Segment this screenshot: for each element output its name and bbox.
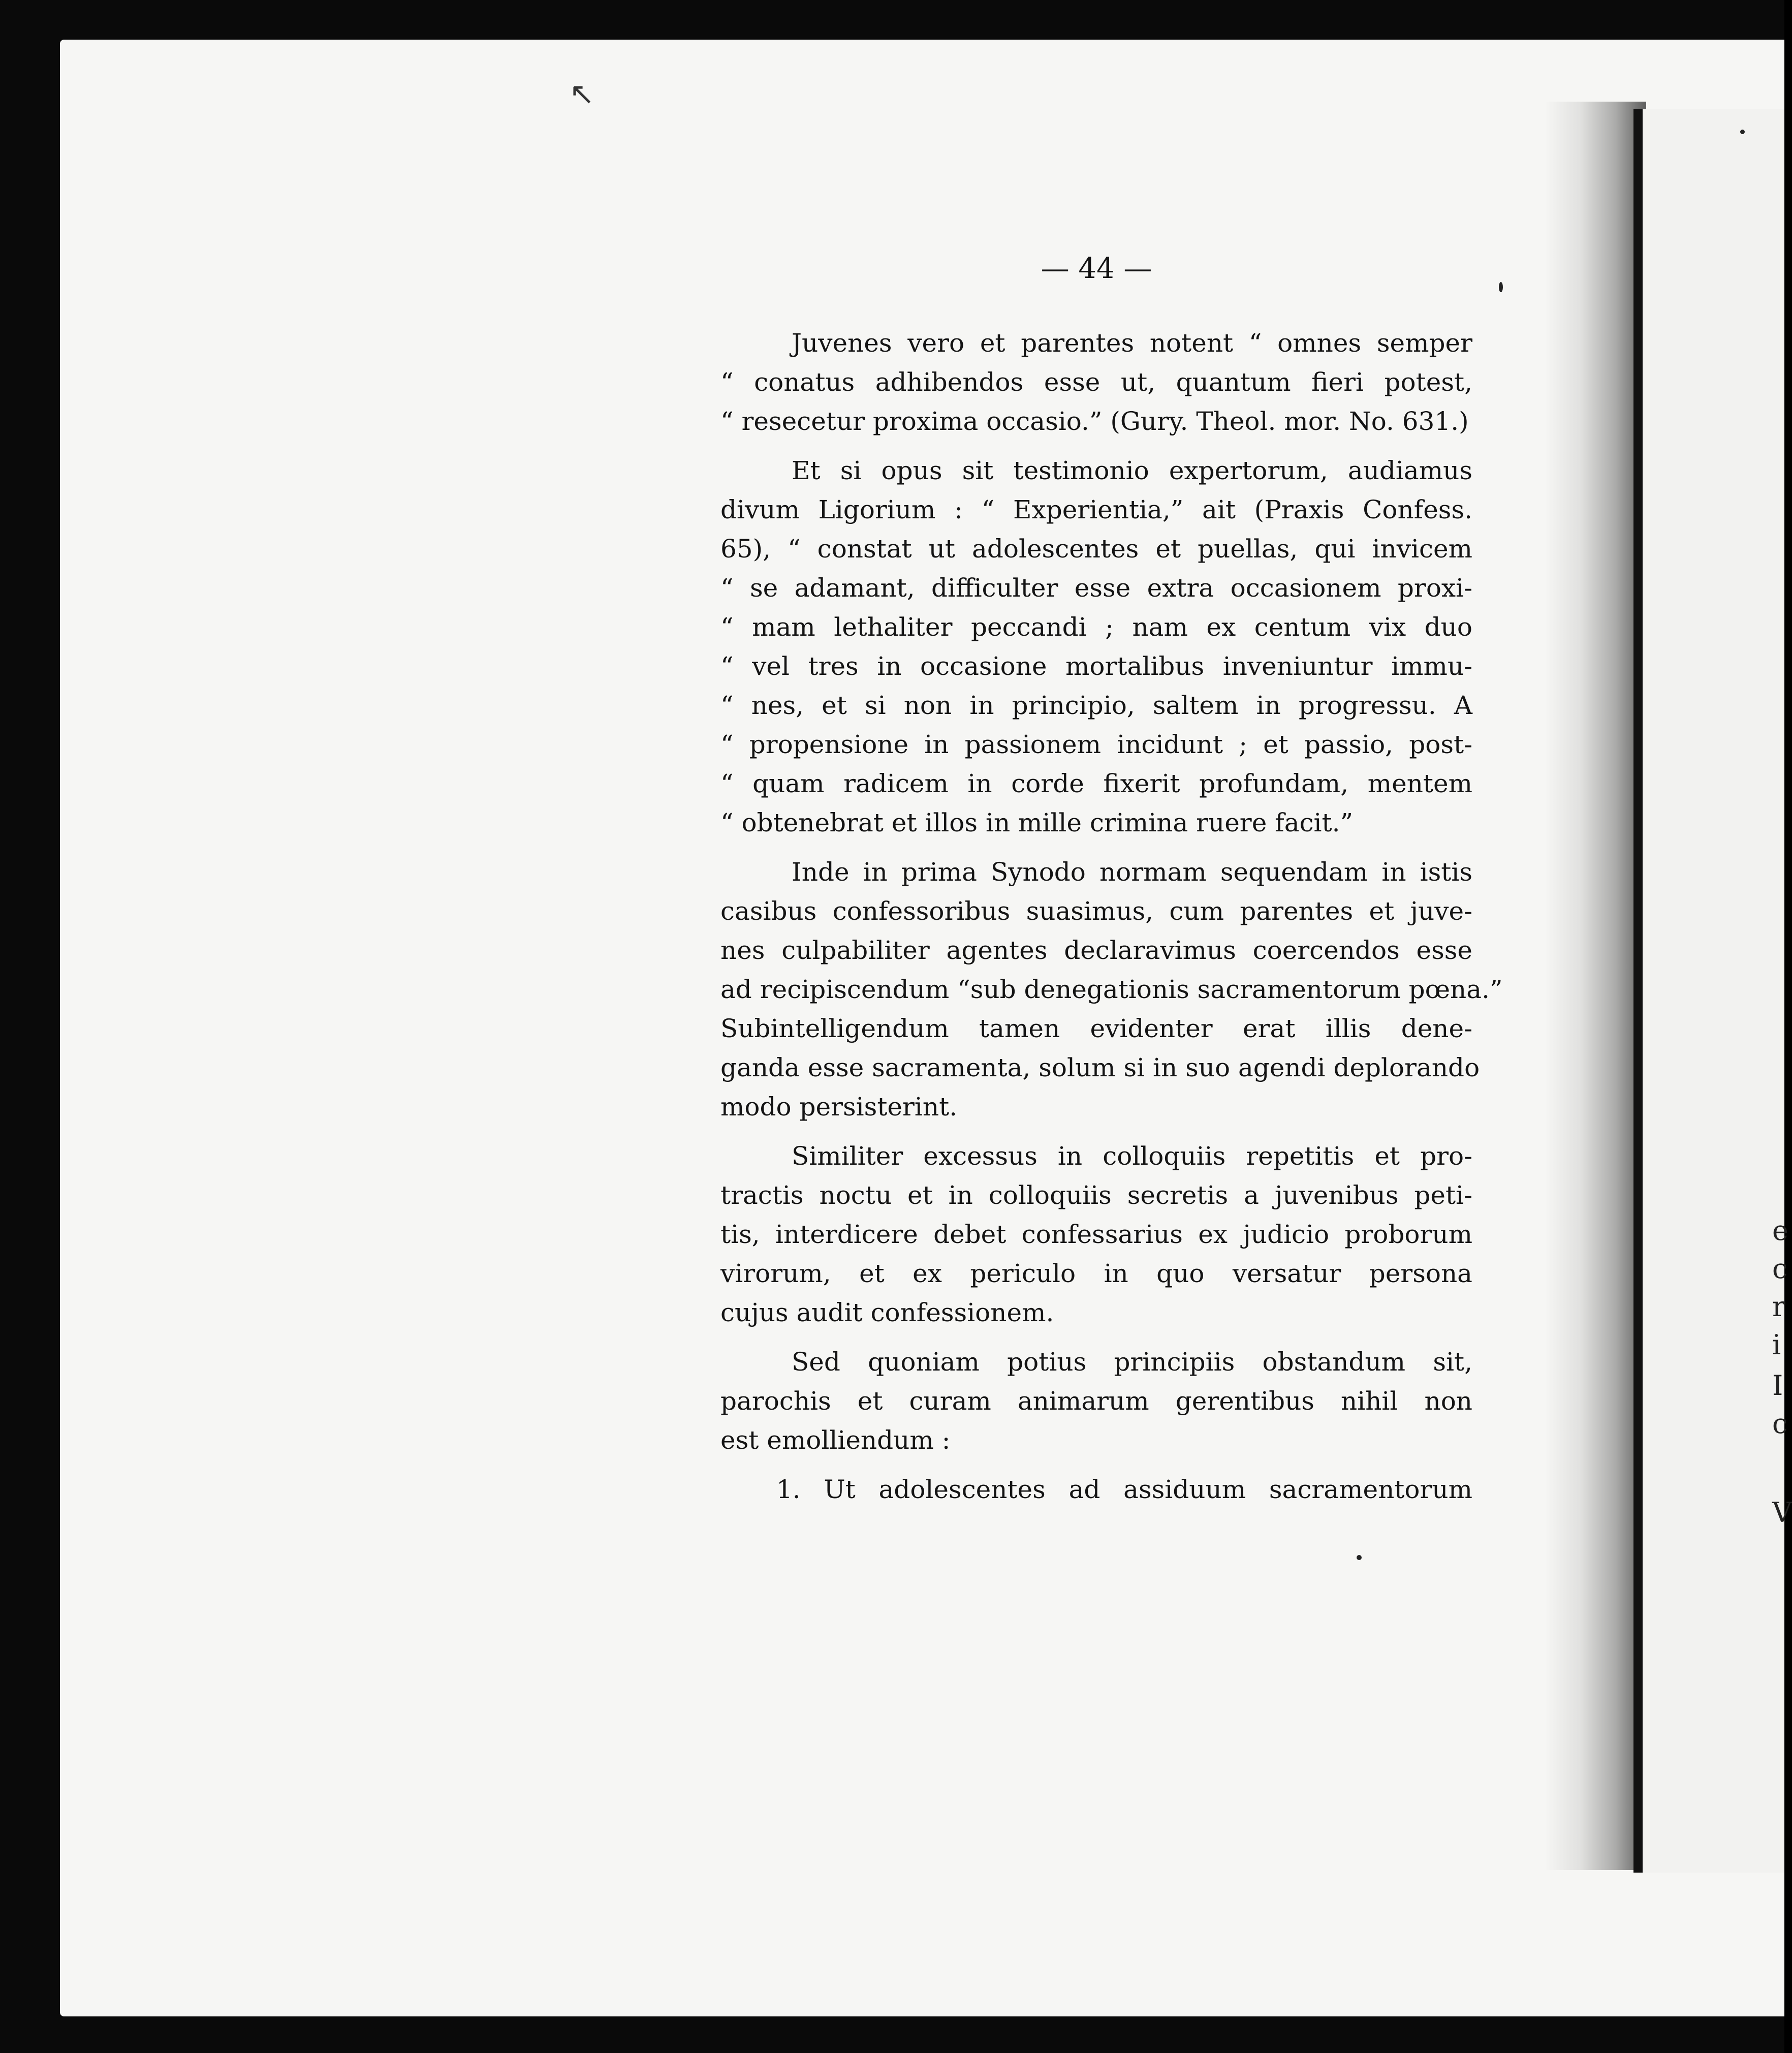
paragraph	[720, 853, 1503, 1127]
next-page-strip	[1643, 109, 1784, 1873]
bleed-glyph: I	[1772, 1370, 1783, 1402]
text-line: ad recipiscendum “sub denegationis sacramentorum pœna.”	[720, 975, 1503, 1004]
text-line: tractis noctu et in colloquiis secretis a juvenibus peti-	[720, 1180, 1472, 1210]
paragraph	[720, 1470, 1472, 1509]
text-line: virorum, et ex periculo in quo versatur persona	[720, 1259, 1472, 1288]
text-line: parochis et curam animarum gerentibus nihil non	[720, 1386, 1472, 1416]
text-line: ganda esse sacramenta, solum si in suo agendi deplorando	[720, 1053, 1480, 1082]
text-line: “ vel tres in occasione mortalibus inveniuntur immu-	[720, 651, 1472, 681]
text-line: “ propensione in passionem incidunt ; et passio, post-	[720, 730, 1472, 759]
text-line: “ mam lethaliter peccandi ; nam ex centum vix duo	[720, 612, 1472, 642]
text-line: nes culpabiliter agentes declaravimus coercendos esse	[720, 936, 1472, 965]
text-line: “ nes, et si non in principio, saltem in progressu. A	[720, 691, 1472, 720]
bleed-glyph: c	[1772, 1408, 1788, 1440]
text-line: “ resecetur proxima occasio.” (Gury. Theol. mor. No. 631.)	[720, 407, 1469, 436]
dust-speck	[1740, 130, 1745, 134]
text-line: divum Ligorium : “ Experientia,” ait (Praxis Confess.	[720, 495, 1472, 524]
text-line: cujus audit confessionem.	[720, 1298, 1054, 1327]
bleed-glyph: c	[1772, 1253, 1788, 1285]
text-line: Et si opus sit testimonio expertorum, audiamus	[792, 456, 1472, 485]
bleed-glyph: V	[1772, 1497, 1792, 1529]
text-line: est emolliendum :	[720, 1425, 951, 1455]
text-line: modo persisterint.	[720, 1092, 958, 1122]
text-line: Similiter excessus in colloquiis repetitis et pro-	[792, 1141, 1472, 1171]
paragraph	[720, 451, 1472, 843]
text-line: casibus confessoribus suasimus, cum parentes et juve-	[720, 896, 1472, 926]
gutter-shadow	[1545, 102, 1646, 1870]
text-line: “ quam radicem in corde fixerit profundam, mentem	[720, 769, 1472, 798]
paragraph	[720, 1137, 1472, 1332]
page-number: — 44 —	[1041, 252, 1152, 285]
text-line: 1. Ut adolescentes ad assiduum sacramentorum	[776, 1475, 1472, 1504]
text-line: “ se adamant, difficulter esse extra occasionem proxi-	[720, 573, 1472, 603]
text-line: 65), “ constat ut adolescentes et puellas, qui invicem	[720, 534, 1472, 564]
text-line: Sed quoniam potius principiis obstandum sit,	[792, 1347, 1472, 1377]
text-block	[720, 249, 1503, 1519]
text-line: “ obtenebrat et illos in mille crimina ruere facit.”	[720, 808, 1354, 837]
bleed-glyph: e	[1772, 1215, 1788, 1247]
text-line: Inde in prima Synodo normam sequendam in istis	[792, 857, 1472, 887]
bleed-glyph: r	[1772, 1291, 1785, 1323]
text-line: tis, interdicere debet confessarius ex judicio proborum	[720, 1220, 1472, 1249]
corner-mark: ↖	[569, 76, 595, 112]
text-line: “ conatus adhibendos esse ut, quantum fieri potest,	[720, 367, 1472, 397]
text-line: Subintelligendum tamen evidenter erat illis dene-	[720, 1014, 1472, 1043]
paragraph	[720, 1343, 1472, 1460]
text-line: Juvenes vero et parentes notent “ omnes semper	[792, 328, 1472, 358]
dust-speck	[1357, 1555, 1362, 1560]
bleed-glyph: i	[1772, 1329, 1781, 1361]
paragraph	[720, 324, 1472, 441]
dust-speck	[1499, 282, 1503, 292]
page-edge	[1633, 109, 1643, 1873]
